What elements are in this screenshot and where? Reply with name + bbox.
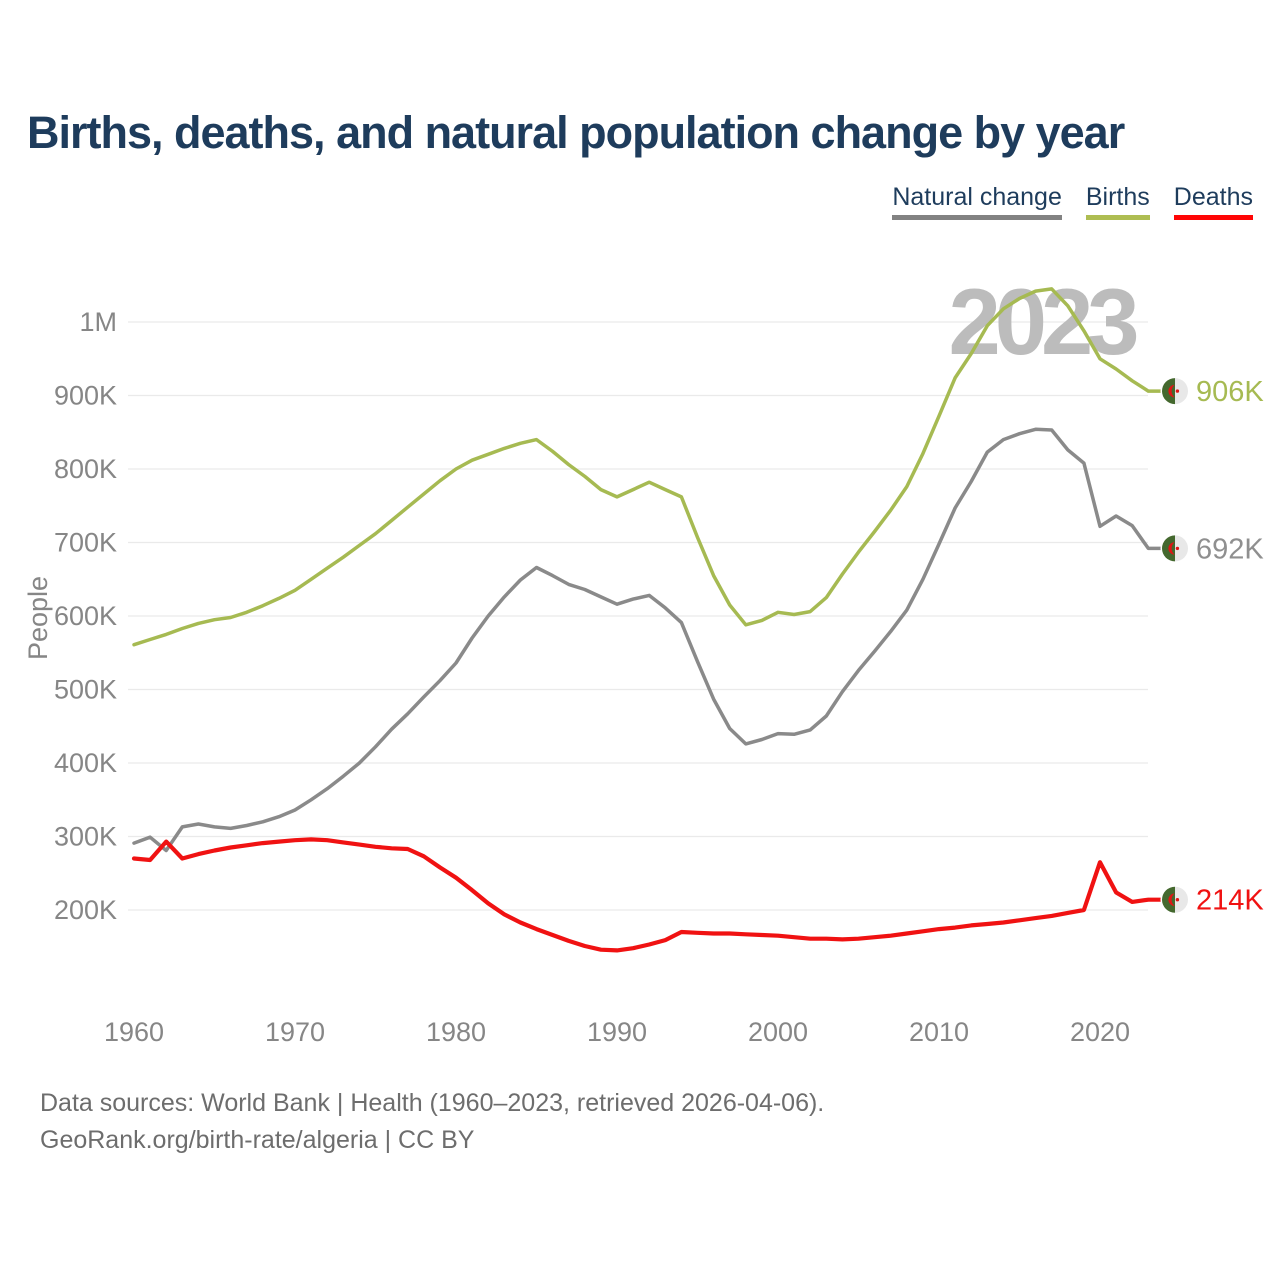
- x-tick-label: 2010: [908, 1017, 970, 1047]
- series-line-natural-change: [134, 429, 1162, 850]
- x-tick-label: 2000: [747, 1017, 809, 1047]
- series-line-deaths: [134, 839, 1162, 950]
- legend-label-natural-change: Natural change: [892, 183, 1062, 211]
- algeria-flag-icon: [1161, 534, 1190, 563]
- x-tick-label: 1980: [425, 1017, 487, 1047]
- x-tick-label: 2020: [1069, 1017, 1131, 1047]
- y-tick-label: 200K: [53, 895, 117, 925]
- chart-title: Births, deaths, and natural population change by year: [27, 107, 1125, 158]
- data-source-note: [40, 1085, 824, 1159]
- source-line: Data sources: World Bank | Health (1960–2023, retrieved 2026-04-06).: [40, 1089, 825, 1117]
- y-tick-label: 800K: [53, 454, 117, 484]
- y-tick-label: 900K: [53, 380, 117, 411]
- end-value-births: 906K: [1196, 376, 1264, 409]
- attribution-line: GeoRank.org/birth-rate/algeria | CC BY: [40, 1126, 475, 1154]
- y-axis-title: People: [23, 575, 53, 661]
- legend-label-births: Births: [1085, 183, 1150, 211]
- algeria-flag-icon: [1161, 885, 1190, 914]
- watermark-year: 2023: [948, 269, 1134, 374]
- y-tick-label: 700K: [53, 527, 117, 558]
- end-value-natural-change: 692K: [1196, 533, 1264, 566]
- algeria-flag-icon: [1161, 377, 1190, 406]
- y-tick-label: 400K: [53, 748, 117, 778]
- x-tick-label: 1960: [103, 1017, 165, 1047]
- y-tick-label: 300K: [53, 821, 117, 852]
- x-tick-label: 1970: [264, 1017, 326, 1047]
- legend-label-deaths: Deaths: [1173, 183, 1253, 211]
- y-tick-label: 600K: [53, 601, 117, 631]
- y-tick-label: 1M: [79, 307, 117, 337]
- x-tick-label: 1990: [586, 1017, 648, 1047]
- end-value-deaths: 214K: [1196, 884, 1264, 917]
- y-tick-label: 500K: [53, 674, 117, 705]
